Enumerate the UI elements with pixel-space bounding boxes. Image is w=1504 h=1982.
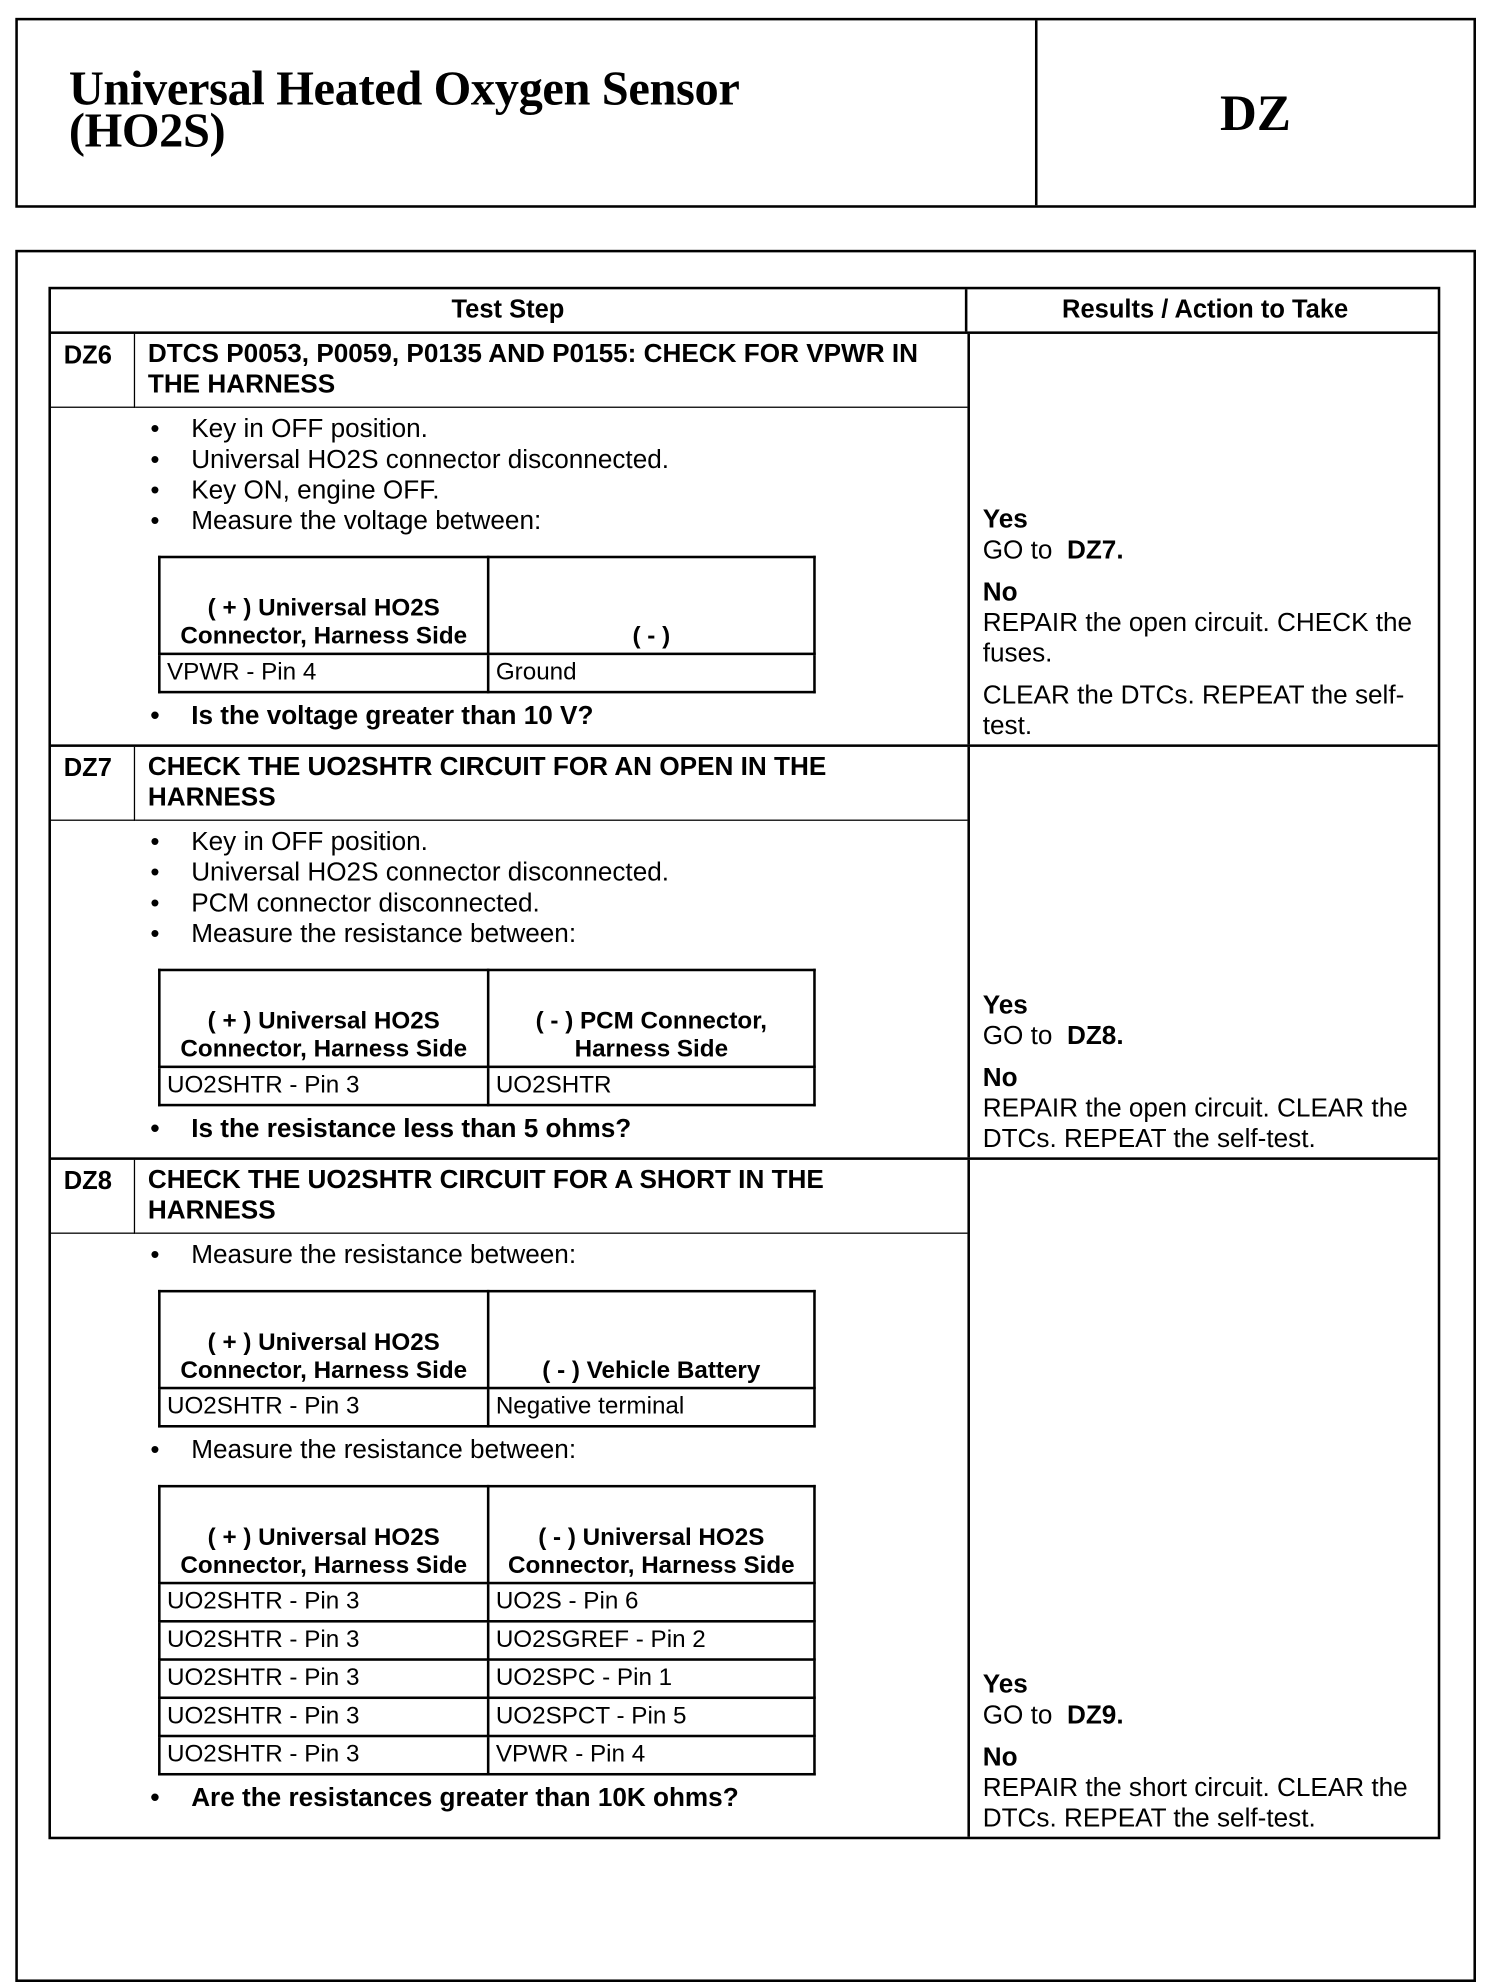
measurement-cell: UO2SHTR — [488, 1067, 814, 1105]
column-header-test-step: Test Step — [51, 289, 967, 331]
measurement-header-row — [159, 1291, 814, 1388]
measurement-header-row — [159, 1486, 814, 1583]
measurement-cell: Ground — [488, 654, 814, 692]
measurement-table — [158, 969, 816, 1107]
no-action-text: CLEAR the DTCs. REPEAT the self-test. — [982, 680, 1405, 741]
no-action-text: REPAIR the short circuit. CLEAR the DTCs. REPEAT the self-test. — [982, 1772, 1408, 1833]
table-header — [51, 289, 1438, 334]
instruction-bullet: • Measure the voltage between: — [51, 506, 967, 537]
title-line-2: (HO2S) — [68, 104, 226, 159]
question-bullet: • Are the resistances greater than 10K ohms? — [51, 1783, 967, 1814]
measurement-row — [159, 654, 814, 692]
question-bullet: • Is the resistance less than 5 ohms? — [51, 1114, 967, 1145]
yes-action-text: GO to — [982, 535, 1053, 565]
instruction-bullet: • Universal HO2S connector disconnected. — [51, 858, 967, 889]
yes-target-step: DZ8. — [1066, 1020, 1124, 1051]
instruction-bullet: • PCM connector disconnected. — [51, 888, 967, 919]
measurement-cell: UO2SHTR - Pin 3 — [159, 1621, 488, 1659]
instruction-bullet: • Universal HO2S connector disconnected. — [51, 445, 967, 476]
measurement-header-cell: ( - ) — [488, 557, 814, 654]
yes-label: Yes — [982, 1669, 1028, 1700]
test-step-row — [51, 1160, 1438, 1837]
measurement-row — [159, 1736, 814, 1774]
instruction-bullet: • Measure the resistance between: — [51, 1435, 967, 1466]
no-label: No — [982, 1063, 1018, 1093]
measurement-header-cell: ( + ) Universal HO2S Connector, Harness Side — [159, 1291, 488, 1388]
yes-action — [983, 1021, 1438, 1052]
measurement-header-row — [159, 970, 814, 1067]
spacer — [983, 669, 1438, 680]
measurement-cell: UO2SPCT - Pin 5 — [488, 1698, 814, 1736]
measurement-cell: UO2SHTR - Pin 3 — [159, 1583, 488, 1621]
yes-action-text: GO to — [982, 1020, 1053, 1051]
measurement-header-row — [159, 557, 814, 654]
measurement-header-cell: ( - ) PCM Connector, Harness Side — [488, 970, 814, 1067]
yes-action-text: GO to — [982, 1700, 1053, 1730]
measurement-cell: Negative terminal — [488, 1388, 814, 1426]
instruction-bullet: • Key ON, engine OFF. — [51, 475, 967, 506]
measurement-row — [159, 1583, 814, 1621]
document-header — [15, 18, 1476, 208]
no-action-text: REPAIR the open circuit. CLEAR the DTCs. REPEAT the self-test. — [982, 1093, 1408, 1154]
step-title: CHECK THE UO2SHTR CIRCUIT FOR A SHORT IN THE HARNESS — [135, 1160, 967, 1234]
test-step-row — [51, 334, 1438, 747]
yes-label: Yes — [982, 990, 1028, 1020]
measurement-cell: UO2SHTR - Pin 3 — [159, 1660, 488, 1698]
measurement-row — [159, 1698, 814, 1736]
step-id: DZ8 — [51, 1160, 135, 1234]
measurement-header-cell: ( + ) Universal HO2S Connector, Harness Side — [159, 970, 488, 1067]
step-body — [51, 408, 967, 744]
yes-action — [983, 535, 1438, 566]
yes-label: Yes — [982, 504, 1028, 535]
measurement-row — [159, 1621, 814, 1659]
measurement-cell: VPWR - Pin 4 — [488, 1736, 814, 1774]
measurement-cell: UO2SHTR - Pin 3 — [159, 1067, 488, 1105]
measurement-table — [158, 1290, 816, 1428]
measurement-table — [158, 1485, 816, 1776]
title-line-1: Universal Heated Oxygen Sensor — [68, 62, 740, 116]
no-label: No — [982, 577, 1018, 607]
measurement-header-cell: ( - ) Universal HO2S Connector, Harness Side — [488, 1486, 814, 1583]
measurement-row — [159, 1067, 814, 1105]
document-title — [68, 62, 740, 159]
instruction-bullet: • Measure the resistance between: — [51, 1240, 967, 1271]
yes-action — [983, 1700, 1438, 1731]
measurement-row — [159, 1660, 814, 1698]
measurement-cell: UO2S - Pin 6 — [488, 1583, 814, 1621]
spacer — [983, 1731, 1438, 1742]
test-step-row — [51, 747, 1438, 1160]
measurement-cell: UO2SPC - Pin 1 — [488, 1660, 814, 1698]
step-id: DZ6 — [51, 334, 135, 408]
instruction-bullet: • Key in OFF position. — [51, 414, 967, 445]
measurement-table — [158, 556, 816, 694]
no-action-text: REPAIR the open circuit. CHECK the fuses. — [982, 607, 1413, 668]
yes-target-step: DZ7. — [1066, 535, 1124, 565]
measurement-header-cell: ( + ) Universal HO2S Connector, Harness Side — [159, 557, 488, 654]
measurement-header-cell: ( - ) Vehicle Battery — [488, 1291, 814, 1388]
measurement-header-cell: ( + ) Universal HO2S Connector, Harness Side — [159, 1486, 488, 1583]
measurement-row — [159, 1388, 814, 1426]
measurement-cell: VPWR - Pin 4 — [159, 654, 488, 692]
step-title: CHECK THE UO2SHTR CIRCUIT FOR AN OPEN IN THE HARNESS — [135, 747, 967, 821]
spacer — [983, 566, 1438, 577]
step-body — [51, 821, 967, 1157]
measurement-cell: UO2SHTR - Pin 3 — [159, 1736, 488, 1774]
measurement-cell: UO2SGREF - Pin 2 — [488, 1621, 814, 1659]
section-code: DZ — [1220, 84, 1291, 142]
column-header-results: Results / Action to Take — [1062, 295, 1349, 324]
no-label: No — [982, 1742, 1018, 1772]
spacer — [983, 1052, 1438, 1063]
yes-target-step: DZ9. — [1066, 1700, 1124, 1730]
step-results — [967, 747, 1437, 1157]
question-bullet: • Is the voltage greater than 10 V? — [51, 701, 967, 732]
step-id: DZ7 — [51, 747, 135, 821]
instruction-bullet: • Key in OFF position. — [51, 827, 967, 858]
instruction-bullet: • Measure the resistance between: — [51, 919, 967, 950]
measurement-cell: UO2SHTR - Pin 3 — [159, 1698, 488, 1736]
step-results — [967, 334, 1437, 744]
diagnostic-table — [48, 287, 1440, 1839]
measurement-cell: UO2SHTR - Pin 3 — [159, 1388, 488, 1426]
step-results — [967, 1160, 1437, 1837]
step-title: DTCS P0053, P0059, P0135 AND P0155: CHECK FOR VPWR IN THE HARNESS — [135, 334, 967, 408]
step-body — [51, 1234, 967, 1837]
